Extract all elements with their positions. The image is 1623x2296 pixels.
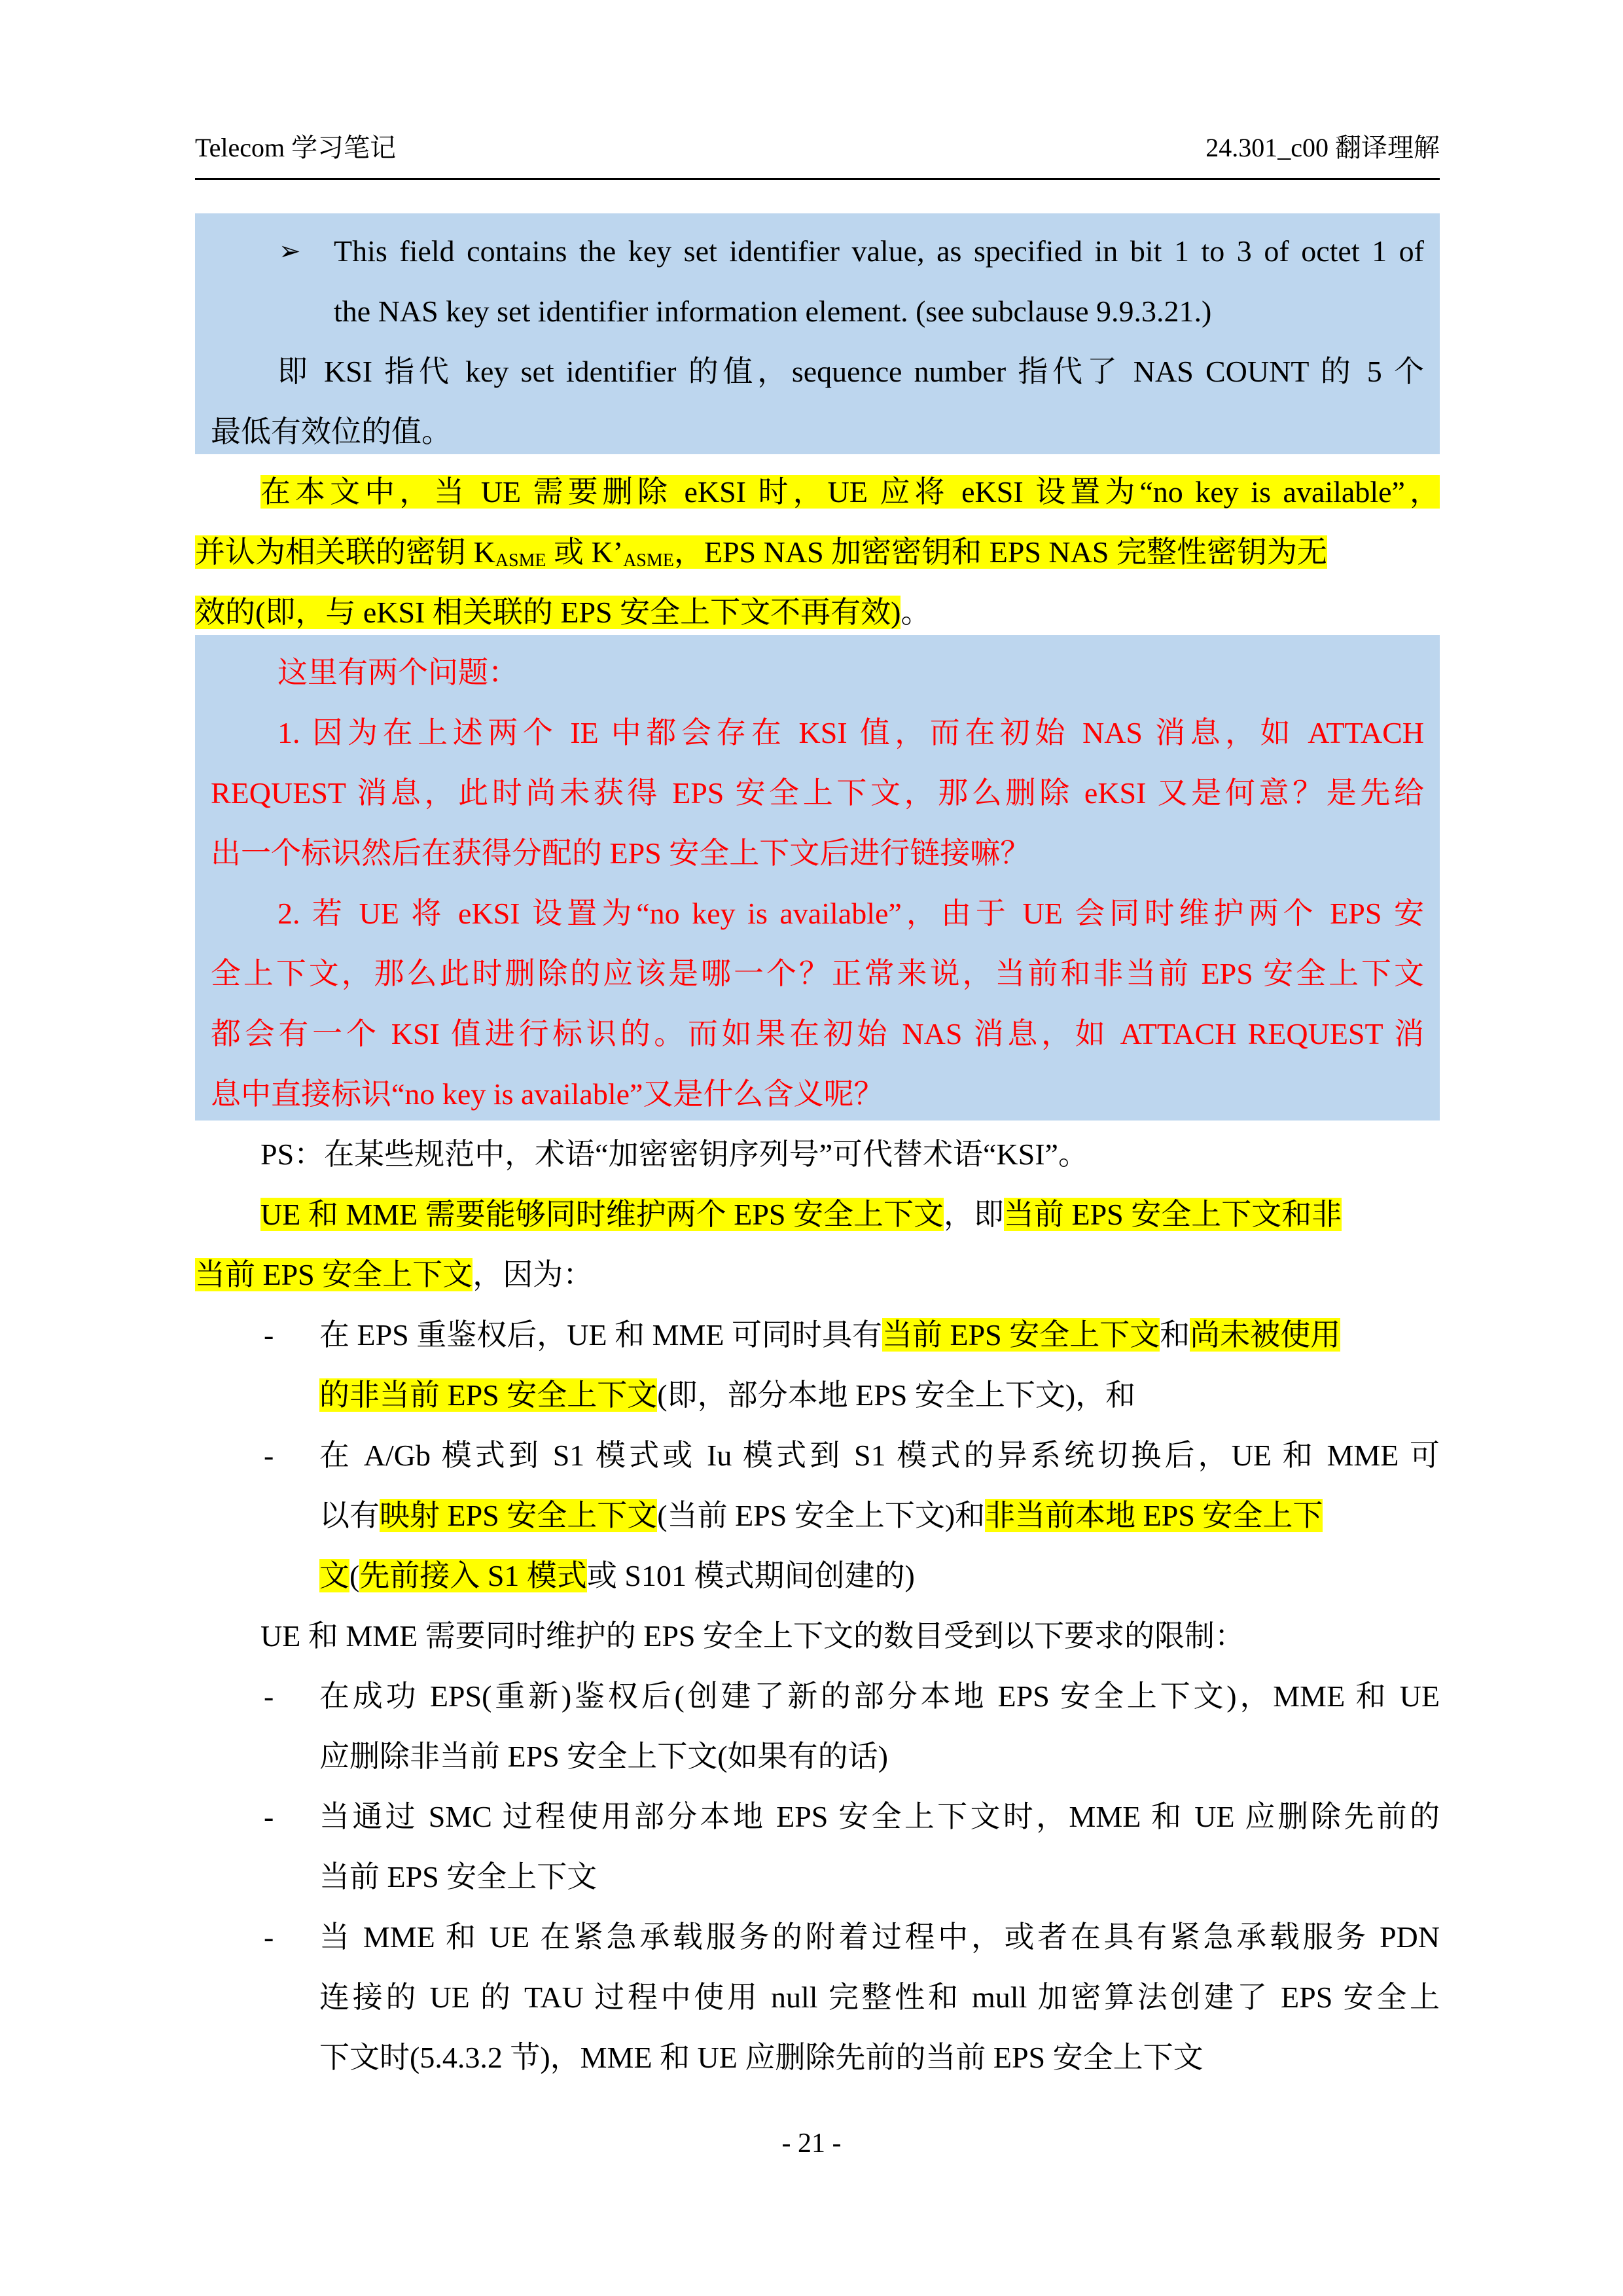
list-dash: - — [264, 1800, 274, 1833]
page-number: - 21 - — [781, 2128, 842, 2159]
item5-line-3: 下文时(5.4.3.2 节)，MME 和 UE 应删除先前的当前 EPS 安全上下文 — [319, 2041, 1204, 2074]
list-dash: - — [264, 1679, 274, 1713]
note1-line-2: the NAS key set identifier information element. (see subclause 9.9.3.21.) — [334, 295, 1212, 328]
item4-line-1: 当通过 SMC 过程使用部分本地 EPS 安全上下文时，MME 和 UE 应删除先前的 — [319, 1800, 1440, 1833]
header-right: 24.301_c00 翻译理解 — [1205, 133, 1440, 162]
q2-line-1: 2. 若 UE 将 eKSI 设置为“no key is available”，由于 UE 会同时维护两个 EPS 安 — [277, 897, 1424, 930]
bullet-arrow-icon: ➢ — [279, 236, 301, 266]
q2-line-2: 全上下文，那么此时删除的应该是哪一个？正常来说，当前和非当前 EPS 安全上下文 — [211, 957, 1424, 990]
item2-line-2: 以有映射 EPS 安全上下文(当前 EPS 安全上下文)和非当前本地 EPS 安全上下 — [319, 1499, 1323, 1532]
item2-line-1: 在 A/Gb 模式到 S1 模式或 Iu 模式到 S1 模式的异系统切换后，UE 和 MME 可 — [319, 1439, 1440, 1472]
item3-line-2: 应删除非当前 EPS 安全上下文(如果有的话) — [319, 1740, 888, 1773]
item2-line-3: 文(先前接入 S1 模式或 S101 模式期间创建的) — [319, 1559, 915, 1592]
para1-line-3: 效的(即，与 eKSI 相关联的 EPS 安全上下文不再有效)。 — [195, 596, 931, 629]
note1-line-3: 即 KSI 指代 key set identifier 的值，sequence number 指代了 NAS COUNT 的 5 个 — [277, 355, 1424, 388]
questions-title: 这里有两个问题： — [277, 656, 518, 689]
item1-line-1: 在 EPS 重鉴权后，UE 和 MME 可同时具有当前 EPS 安全上下文和尚未被使用 — [319, 1318, 1341, 1352]
item4-line-2: 当前 EPS 安全上下文 — [319, 1860, 597, 1893]
q2-line-4: 息中直接标识“no key is available”又是什么含义呢？ — [211, 1077, 884, 1111]
para2-line-1: UE 和 MME 需要能够同时维护两个 EPS 安全上下文，即当前 EPS 安全上下文和非 — [260, 1198, 1342, 1231]
header-rule — [195, 178, 1440, 180]
item5-line-2: 连接的 UE 的 TAU 过程中使用 null 完整性和 mull 加密算法创建了 EPS 安全上 — [319, 1981, 1440, 2014]
item3-line-1: 在成功 EPS(重新)鉴权后(创建了新的部分本地 EPS 安全上下文)，MME 和 UE — [319, 1679, 1440, 1713]
q1-line-1: 1. 因为在上述两个 IE 中都会存在 KSI 值，而在初始 NAS 消息，如 ATTACH — [277, 716, 1424, 749]
note1-line-1: This field contains the key set identifier value, as specified in bit 1 to 3 of octet 1 of — [334, 234, 1424, 268]
item1-line-2: 的非当前 EPS 安全上下文(即，部分本地 EPS 安全上下文)，和 — [319, 1378, 1136, 1412]
q2-line-3: 都会有一个 KSI 值进行标识的。而如果在初始 NAS 消息，如 ATTACH REQUEST 消 — [211, 1017, 1424, 1050]
para3-line: UE 和 MME 需要同时维护的 EPS 安全上下文的数目受到以下要求的限制： — [260, 1619, 1245, 1653]
q1-line-2: REQUEST 消息，此时尚未获得 EPS 安全上下文，那么删除 eKSI 又是何意？是先给 — [211, 776, 1424, 810]
list-dash: - — [264, 1439, 274, 1472]
note1-line-4: 最低有效位的值。 — [211, 415, 452, 448]
ps-line: PS：在某些规范中，术语“加密密钥序列号”可代替术语“KSI”。 — [260, 1138, 1088, 1171]
para1-line-1: 在本文中，当 UE 需要删除 eKSI 时，UE 应将 eKSI 设置为“no key is available”， — [260, 475, 1440, 509]
q1-line-3: 出一个标识然后在获得分配的 EPS 安全上下文后进行链接嘛？ — [211, 836, 1031, 870]
header-left: Telecom 学习笔记 — [195, 133, 397, 162]
list-dash: - — [264, 1318, 274, 1352]
item5-line-1: 当 MME 和 UE 在紧急承载服务的附着过程中，或者在具有紧急承载服务 PDN — [319, 1920, 1440, 1954]
para2-line-2: 当前 EPS 安全上下文，因为： — [195, 1258, 594, 1291]
list-dash: - — [264, 1920, 274, 1954]
para1-line-2: 并认为相关联的密钥 $K_{ASME}$ 或 $K’_{ASME}$，EPS NAS 加密密钥和 EPS NAS 完整性密钥为无 — [195, 535, 1327, 571]
